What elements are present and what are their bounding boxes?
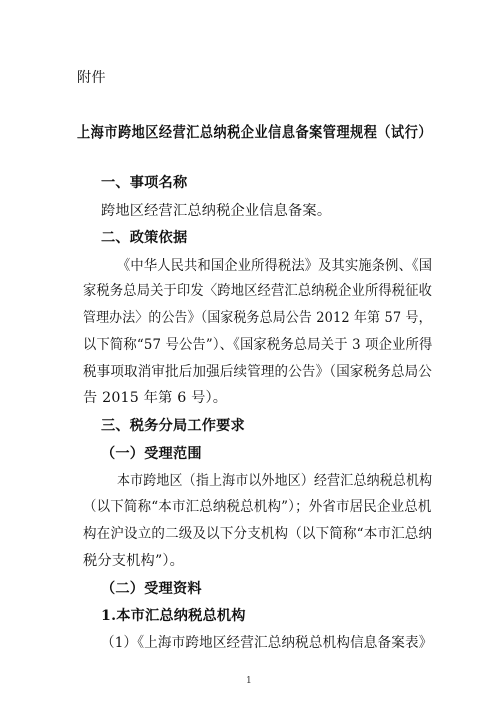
section-3-sub2-item1-line: （1）《上海市跨地区经营汇总纳税总机构信息备案表》 [101, 635, 433, 651]
section-3-heading: 三、税务分局工作要求 [101, 418, 245, 434]
section-2-line-6: 告 2015 年第 6 号）。 [83, 390, 228, 406]
section-2-line-4: 以下简称“57 号公告”）、《国家税务总局关于 3 项企业所得 [83, 337, 433, 353]
section-2-line-1: 《中华人民共和国企业所得税法》及其实施条例、《国 [117, 258, 433, 274]
page-number: 1 [246, 676, 252, 686]
section-2-line-2: 家税务总局关于印发〈跨地区经营汇总纳税企业所得税征收 [83, 283, 433, 299]
attachment-label: 附件 [77, 70, 106, 86]
section-1-body: 跨地区经营汇总纳税企业信息备案。 [101, 203, 332, 219]
section-3-sub1-line-3: 构在沪设立的二级及以下分支机构（以下简称“本市汇总纳 [83, 526, 433, 542]
section-1-heading: 一、事项名称 [101, 175, 188, 191]
section-3-sub1-heading: （一）受理范围 [101, 446, 202, 462]
section-3-sub1-line-4: 税分支机构”）。 [83, 553, 185, 569]
section-3-sub2-heading: （二）受理资料 [101, 581, 202, 597]
document-title: 上海市跨地区经营汇总纳税企业信息备案管理规程（试行） [77, 124, 433, 141]
section-3-sub1-line-2: （以下简称“本市汇总纳税总机构”）；外省市居民企业总机 [83, 499, 432, 515]
section-3-sub1-line-1: 本市跨地区（指上海市以外地区）经营汇总纳税总机构 [117, 473, 433, 489]
section-2-line-3: 管理办法〉的公告》（国家税务总局公告 2012 年第 57 号， [83, 310, 432, 326]
section-3-sub2-item1: 1.本市汇总纳税总机构 [101, 608, 246, 624]
section-2-heading: 二、政策依据 [101, 230, 188, 246]
section-2-line-5: 税事项取消审批后加强后续管理的公告》（国家税务总局公 [83, 364, 433, 380]
